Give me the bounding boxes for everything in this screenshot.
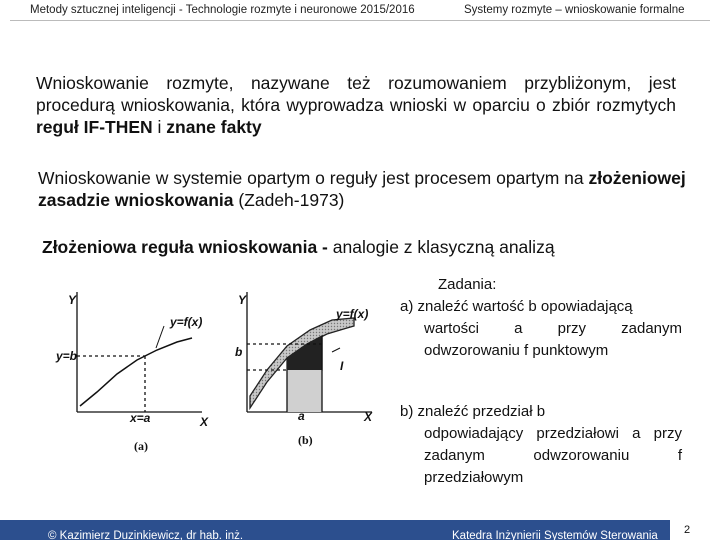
slide-header (0, 0, 720, 22)
panel-a-x-label: X (200, 415, 209, 429)
panel-a (77, 292, 202, 412)
task-a (400, 296, 682, 362)
panel-a-yb-label: y=b (56, 349, 78, 363)
bold-rules: reguł IF-THEN (36, 117, 153, 137)
task-b-body: odpowiadający przedziałowi a przy zadanym odwzorowaniu f przedziałowym (424, 425, 682, 486)
tasks-title: Zadania: (438, 276, 497, 293)
bold-rule-name: Złożeniowa reguła wnioskowania - (42, 237, 328, 257)
panel-a-y-label: Y (68, 293, 77, 307)
header-topic-title: Systemy rozmyte – wnioskowanie formalne (464, 4, 685, 16)
caption-a: (a) (134, 439, 148, 453)
panel-a-xa-label: x=a (130, 411, 151, 425)
page-number: 2 (684, 524, 691, 536)
panel-b-y-label: Y (238, 293, 247, 307)
task-a-head: a) znaleźć wartość b opowiadającą (400, 298, 633, 315)
panel-b-curve-label: y=f(x) (336, 307, 369, 321)
header-course-title: Metody sztucznej inteligencji - Technologie rozmyte i neuronowe 2015/2016 (30, 4, 415, 16)
bold-compositional: złożeniowej zasadzie wnioskowania (38, 168, 686, 210)
paragraph-analogy: Złożeniowa reguła wnioskowania - analogie z klasyczną analizą (42, 237, 555, 257)
page-number-box (670, 520, 720, 540)
function-figure (42, 274, 392, 460)
interval-x-b (287, 370, 322, 412)
panel-b-i-label: I (340, 359, 344, 373)
footer-author: © Kazimierz Duzinkiewicz, dr hab. inż. (48, 530, 244, 542)
curve-a (80, 338, 192, 406)
footer-department: Katedra Inżynierii Systemów Sterowania (452, 530, 658, 542)
panel-a-curve-label: y=f(x) (170, 315, 203, 329)
paragraph-definition: Wnioskowanie rozmyte, nazywane też rozumowaniem przybliżonym, jest procedurą wnioskowania, która wyprowadza wnioski w oparciu o zbiór rozmytych reguł IF-THEN i znane fakty (36, 73, 676, 137)
task-a-body: wartości a przy zadanym odwzorowaniu f punktowym (424, 320, 682, 359)
paragraph-compositional-rule: Wnioskowanie w systemie opartym o reguły jest procesem opartym na złożeniowej zasadzie wnioskowania (Zadeh-1973) (38, 168, 686, 210)
header-divider (10, 20, 710, 21)
panel-b-x-label: X (364, 410, 373, 424)
task-b (400, 401, 682, 489)
bold-facts: znane fakty (166, 117, 262, 137)
panel-b-b-label: b (235, 345, 243, 359)
task-b-head: b) znaleźć przedział b (400, 403, 546, 420)
slide-footer (0, 520, 720, 540)
tasks-list (400, 274, 682, 489)
caption-b: (b) (298, 433, 313, 447)
panel-b-a-label: a (298, 409, 305, 423)
